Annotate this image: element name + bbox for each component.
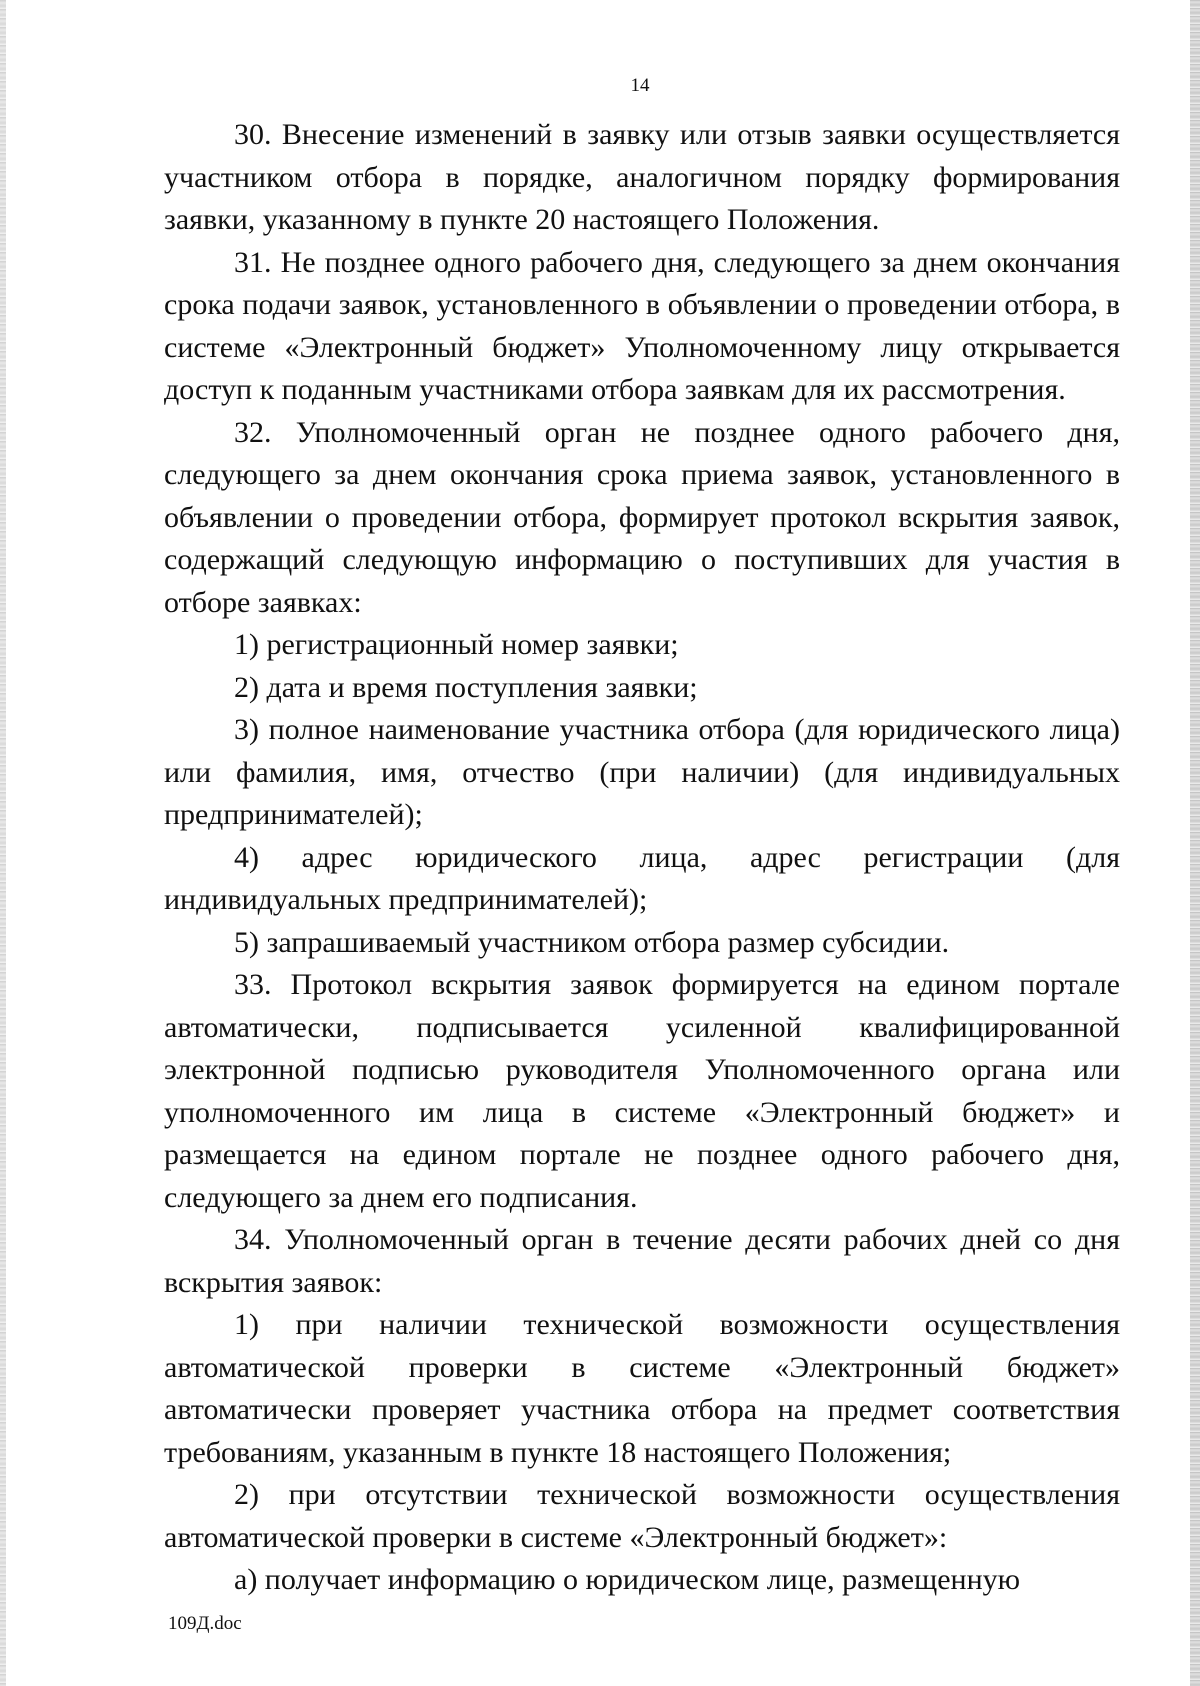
paragraph-31: 31. Не позднее одного рабочего дня, следующего за днем окончания срока подачи заявок, установленного в объявлении о проведении отбора, в системе «Электронный бюджет» Уполномоченному лицу открывается доступ к поданным участниками отбора заявкам для их рассмотрения. [164,245,1120,406]
list-item-32-4: 4) адрес юридического лица, адрес регистрации (для индивидуальных предпринимателей); [164,840,1120,916]
list-item-34-2: 2) при отсутствии технической возможности осуществления автоматической проверки в системе «Электронный бюджет»: [164,1478,1120,1554]
list-item-32-3: 3) полное наименование участника отбора (для юридического лица) или фамилия, имя, отчество (при наличии) (для индивидуальных предпринимателей); [164,713,1120,831]
paragraph-32: 32. Уполномоченный орган не позднее одного рабочего дня, следующего за днем окончания срока приема заявок, установленного в объявлении о проведении отбора, формирует протокол вскрытия заявок, содержащий следующую информацию о поступивших для участия в отборе заявках: [164,415,1120,619]
footer-filename: 109Д.doc [168,1613,242,1634]
list-item-32-2: 2) дата и время поступления заявки; [234,670,698,704]
list-item-34-1: 1) при наличии технической возможности осуществления автоматической проверки в системе «Электронный бюджет» автоматически проверяет участника отбора на предмет соответствия требованиям, указанным в пункте 18 настоящего Положения; [164,1308,1120,1469]
scan-edge-left [0,0,6,1686]
page-number: 14 [630,75,650,96]
paragraph-30: 30. Внесение изменений в заявку или отзыв заявки осуществляется участником отбора в порядке, аналогичном порядку формирования заявки, указанному в пункте 20 настоящего Положения. [164,118,1120,236]
list-item-34-2-a: а) получает информацию о юридическом лице, размещенную [234,1563,1021,1596]
paragraph-34: 34. Уполномоченный орган в течение десяти рабочих дней со дня вскрытия заявок: [164,1223,1120,1299]
list-item-32-5: 5) запрашиваемый участником отбора размер субсидии. [234,925,950,959]
document-body [164,114,1120,1602]
scan-edge-right [1190,0,1200,1686]
paragraph-33: 33. Протокол вскрытия заявок формируется на едином портале автоматически, подписывается усиленной квалифицированной электронной подписью руководителя Уполномоченного органа или уполномоченного им лица в системе «Электронный бюджет» и размещается на едином портале не позднее одного рабочего дня, следующего за днем его подписания. [164,968,1120,1214]
list-item-32-1: 1) регистрационный номер заявки; [234,628,679,661]
